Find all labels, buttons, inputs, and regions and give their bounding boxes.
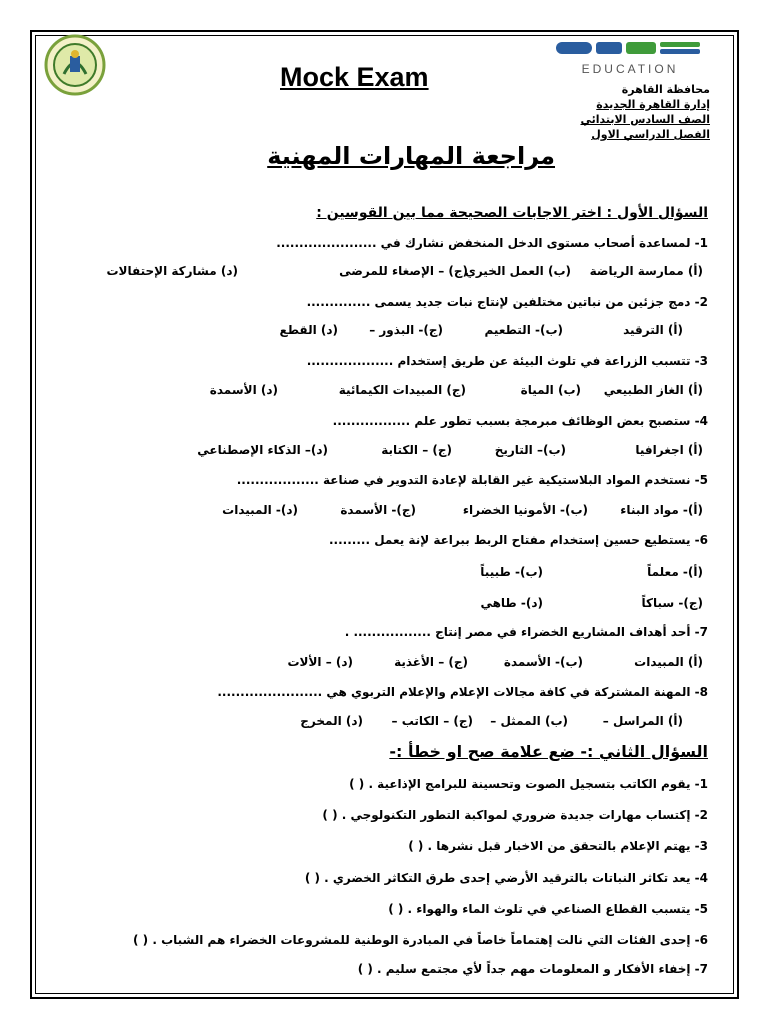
- q5-option-b: (ب)- الأمونيا الخضراء: [462, 503, 588, 517]
- q5-option-d: (د)- المبيدات: [222, 503, 298, 517]
- question-5: 5- نستخدم المواد البلاستيكية غير القابلة لإعادة التدوير في صناعة ..................: [236, 473, 708, 487]
- q4-option-b: (ب)– التاريخ: [494, 443, 566, 457]
- question-6: 6- يستطيع حسين إستخدام مفتاح الربط ببراعة لإنة يعمل .........: [329, 533, 708, 547]
- q2-option-c: (ج)- البذور –: [369, 323, 443, 337]
- q4-option-c: (ج) – الكتابة: [381, 443, 452, 457]
- q3-option-a: (أ) الغاز الطبيعي: [603, 383, 703, 397]
- q5-option-a: (أ)- مواد البناء: [620, 503, 703, 517]
- section2-heading: السؤال الثاني :- ضع علامة صح او خطأ :-: [389, 742, 708, 761]
- tf-statement-5: 5- يتسبب القطاع الصناعي في تلوث الماء والهواء . ( ): [388, 902, 708, 916]
- administration-line: إدارة القاهرة الجديدة: [596, 98, 710, 111]
- question-7: 7- أحد أهداف المشاريع الخضراء في مصر إنتاج ................. .: [344, 625, 708, 639]
- school-info-block: [580, 82, 710, 142]
- question-8: 8- المهنة المشتركة في كافة مجالات الإعلام والإعلام التربوي هي .......................: [217, 685, 708, 699]
- q2-option-d: (د) القطع: [279, 323, 338, 337]
- q8-option-a: (أ) المراسل –: [602, 714, 683, 728]
- logo-wordmark: EDUCATION: [581, 62, 679, 76]
- q1-option-a: (أ) ممارسة الرياضة: [589, 264, 703, 278]
- q8-option-d: (د) المخرج: [300, 714, 363, 728]
- grade-line: الصف السادس الابتدائي: [580, 113, 710, 126]
- q4-option-a: (أ) اجغرافيا: [635, 443, 703, 457]
- q2-option-b: (ب)- التطعيم: [484, 323, 563, 337]
- question-2: 2- دمج جزئين من نباتين مختلفين لإنتاج نبات جديد يسمى ..............: [306, 295, 708, 309]
- tf-statement-2: 2- إكتساب مهارات جديدة ضروري لمواكبة التطور التكنولوجي . ( ): [322, 808, 708, 822]
- q6-option-b: (ب)- طبيباً: [480, 565, 543, 579]
- q7-option-d: (د) – الألات: [287, 655, 353, 669]
- question-1: 1- لمساعدة أصحاب مستوى الدخل المنخفض نشارك في ......................: [276, 236, 708, 250]
- governorate-line: محافظة القاهرة: [621, 83, 710, 96]
- q7-option-b: (ب)- الأسمدة: [503, 655, 583, 669]
- q1-option-c: (ج) – الإصغاء للمرضى: [339, 264, 468, 278]
- tf-statement-4: 4- يعد تكاثر النباتات بالترقيد الأرضي إحدى طرق التكاثر الخضري . ( ): [304, 871, 708, 885]
- section1-heading: السؤال الأول : اختر الاجابات الصحيحة مما بين القوسين :: [316, 205, 708, 221]
- q6-option-c: (ج)- سباكاً: [641, 596, 703, 610]
- q8-option-c: (ج) – الكاتب –: [391, 714, 473, 728]
- mock-exam-title: Mock Exam: [280, 62, 429, 92]
- q1-option-d: (د) مشاركة الإحتفالات: [106, 264, 238, 278]
- tf-statement-3: 3- يهتم الإعلام بالتحقق من الاخبار قبل نشرها . ( ): [408, 839, 708, 853]
- q3-option-d: (د) الأسمدة: [209, 383, 278, 397]
- q3-option-c: (ج) المبيدات الكيمائية: [338, 383, 466, 397]
- q6-option-a: (أ)- معلماً: [647, 565, 703, 579]
- question-3: 3- تتسبب الزراعة في تلوث البيئة عن طريق إستخدام ...................: [306, 354, 708, 368]
- school-seal-logo: [44, 34, 106, 96]
- q1-option-b: (ب) العمل الخيري: [464, 264, 571, 278]
- tf-statement-7: 7- إخفاء الأفكار و المعلومات مهم جداً لأي مجتمع سليم . ( ): [357, 962, 708, 976]
- tf-statement-6: 6- إحدى الفئات التي نالت إهتماماً خاصاً في المبادرة الوطنية للمشروعات الخضراء هم الشباب . ( ): [133, 933, 708, 947]
- tf-statement-1: 1- يقوم الكاتب بتسجيل الصوت وتحسينة للبرامج الإذاعية . ( ): [349, 777, 708, 791]
- question-4: 4- ستصبح بعض الوظائف مبرمجة بسبب تطور علم .................: [332, 414, 708, 428]
- exam-subject-title: مراجعة المهارات المهنية: [267, 142, 555, 170]
- q3-option-b: (ب) المياة: [520, 383, 581, 397]
- q6-option-d: (د)- طاهي: [480, 596, 543, 610]
- q7-option-a: (أ) المبيدات: [634, 655, 703, 669]
- q8-option-b: (ب) الممثل –: [490, 714, 568, 728]
- q4-option-d: (د)– الذكاء الإصطناعي: [197, 443, 328, 457]
- term-line: الفصل الدراسي الاول: [591, 128, 710, 141]
- q5-option-c: (ج)- الأسمدة: [340, 503, 416, 517]
- q7-option-c: (ج) – الأغذية: [394, 655, 468, 669]
- q2-option-a: (أ) الترقيد: [623, 323, 683, 337]
